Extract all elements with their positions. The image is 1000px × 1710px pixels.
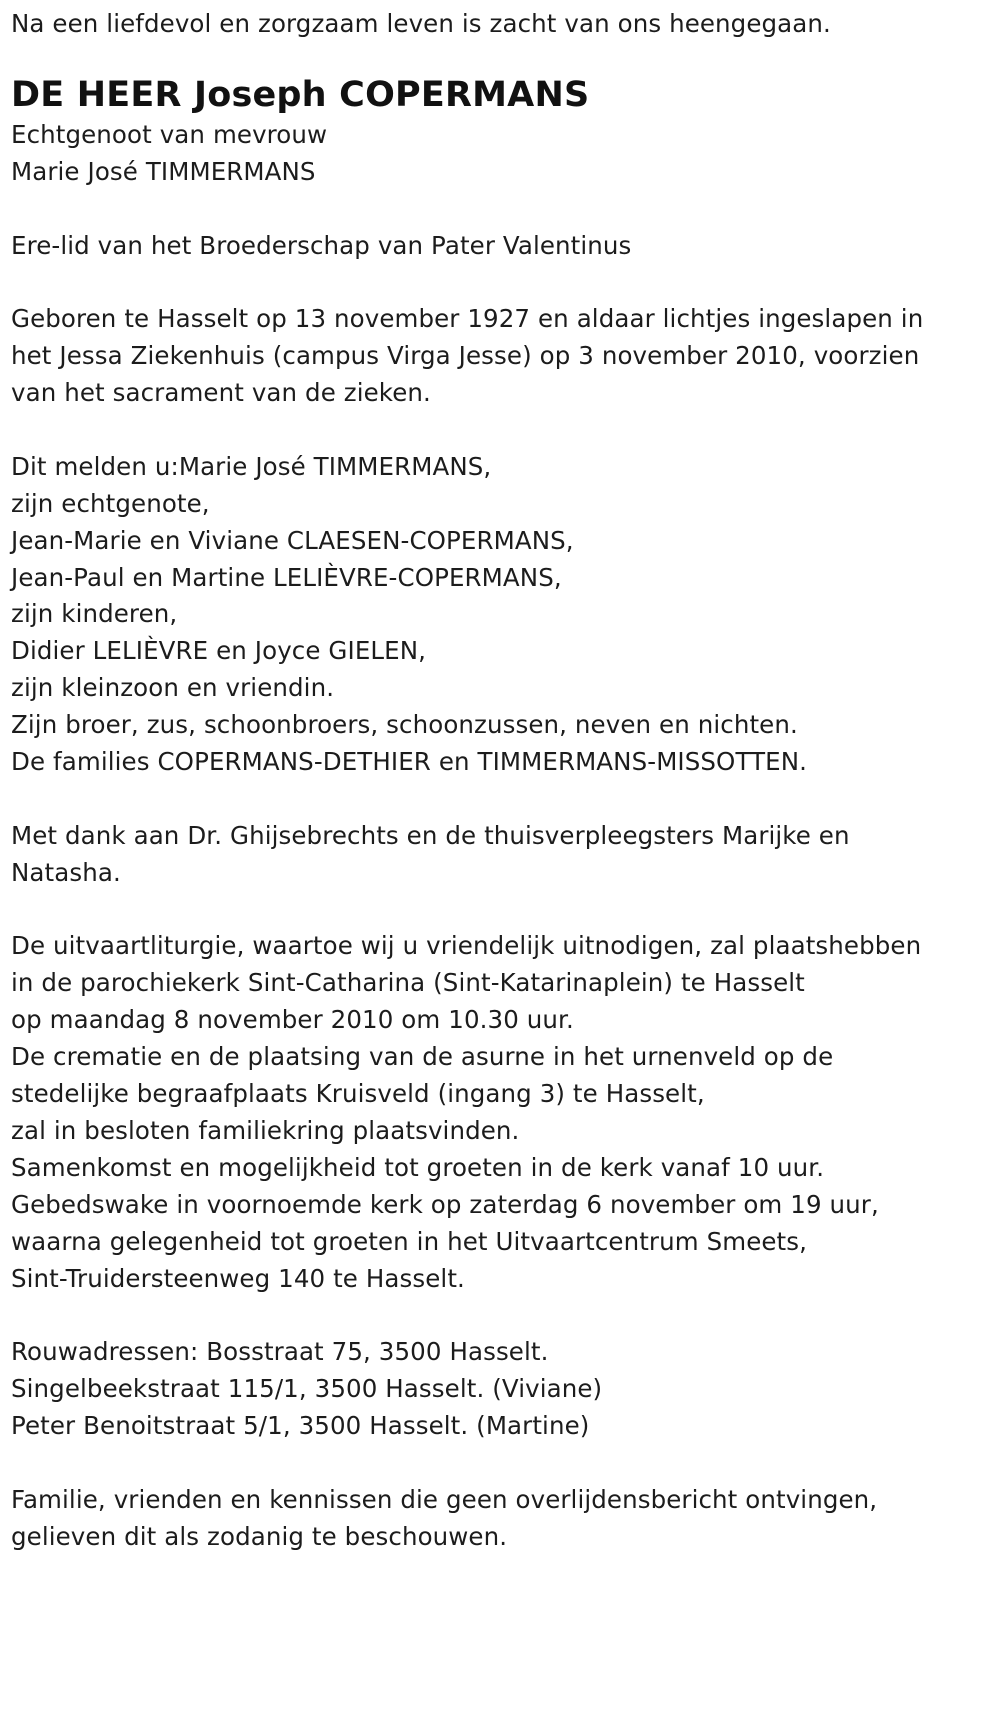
family-line: Jean-Marie en Viviane CLAESEN-COPERMANS, [11, 525, 574, 555]
birth-block [11, 301, 996, 412]
thanks-line: Natasha. [11, 857, 121, 887]
thanks-line: Met dank aan Dr. Ghijsebrechts en de thuisverpleegsters Marijke en [11, 820, 850, 850]
spacer [11, 1445, 996, 1482]
family-line: Dit melden u:Marie José TIMMERMANS, [11, 451, 492, 481]
family-line: zijn kinderen, [11, 599, 178, 629]
spacer [11, 1297, 996, 1334]
birth-line: Geboren te Hasselt op 13 november 1927 en aldaar lichtjes ingeslapen in [11, 304, 924, 334]
birth-line: het Jessa Ziekenhuis (campus Virga Jesse) op 3 november 2010, voorzien [11, 341, 920, 371]
spacer [11, 892, 996, 929]
spacer [11, 412, 996, 449]
spouse-block [11, 117, 996, 191]
address-block [11, 1334, 996, 1445]
address-line: Peter Benoitstraat 5/1, 3500 Hasselt. (Martine) [11, 1411, 590, 1441]
spacer [11, 264, 996, 301]
funeral-line: waarna gelegenheid tot groeten in het Uitvaartcentrum Smeets, [11, 1226, 807, 1256]
closing-block [11, 1482, 996, 1556]
family-line: Didier LELIÈVRE en Joyce GIELEN, [11, 636, 427, 666]
intro-line: Na een liefdevol en zorgzaam leven is zacht van ons heengegaan. [11, 9, 831, 38]
funeral-line: De uitvaartliturgie, waartoe wij u vriendelijk uitnodigen, zal plaatshebben [11, 931, 922, 961]
funeral-line: Samenkomst en mogelijkheid tot groeten in de kerk vanaf 10 uur. [11, 1152, 825, 1182]
deceased-name: DE HEER Joseph COPERMANS [11, 74, 590, 115]
family-line: zijn echtgenote, [11, 488, 210, 518]
funeral-line: Sint-Truidersteenweg 140 te Hasselt. [11, 1263, 465, 1293]
birth-line: van het sacrament van de zieken. [11, 378, 431, 408]
family-line: Zijn broer, zus, schoonbroers, schoonzussen, neven en nichten. [11, 710, 798, 740]
thanks-block [11, 818, 996, 892]
spacer [11, 191, 996, 228]
spouse-line: Echtgenoot van mevrouw [11, 119, 328, 149]
funeral-line: Gebedswake in voornoemde kerk op zaterdag 6 november om 19 uur, [11, 1189, 879, 1219]
closing-line: gelieven dit als zodanig te beschouwen. [11, 1521, 508, 1551]
funeral-line: De crematie en de plaatsing van de asurne in het urnenveld op de [11, 1042, 834, 1072]
family-block [11, 449, 996, 781]
funeral-line: zal in besloten familiekring plaatsvinden. [11, 1115, 520, 1145]
family-line: De families COPERMANS-DETHIER en TIMMERMANS-MISSOTTEN. [11, 747, 808, 777]
spacer [11, 781, 996, 818]
funeral-line: op maandag 8 november 2010 om 10.30 uur. [11, 1005, 574, 1035]
funeral-block [11, 928, 996, 1297]
family-line: Jean-Paul en Martine LELIÈVRE-COPERMANS, [11, 562, 562, 592]
honorary-line: Ere-lid van het Broederschap van Pater Valentinus [11, 230, 632, 260]
address-line: Singelbeekstraat 115/1, 3500 Hasselt. (Viviane) [11, 1374, 603, 1404]
death-notice [11, 0, 996, 1556]
funeral-line: stedelijke begraafplaats Kruisveld (ingang 3) te Hasselt, [11, 1079, 705, 1109]
family-line: zijn kleinzoon en vriendin. [11, 673, 335, 703]
spouse-line: Marie José TIMMERMANS [11, 156, 316, 186]
funeral-line: in de parochiekerk Sint-Catharina (Sint-Katarinaplein) te Hasselt [11, 968, 805, 998]
closing-line: Familie, vrienden en kennissen die geen overlijdensbericht ontvingen, [11, 1484, 878, 1514]
address-line: Rouwadressen: Bosstraat 75, 3500 Hasselt. [11, 1337, 549, 1367]
